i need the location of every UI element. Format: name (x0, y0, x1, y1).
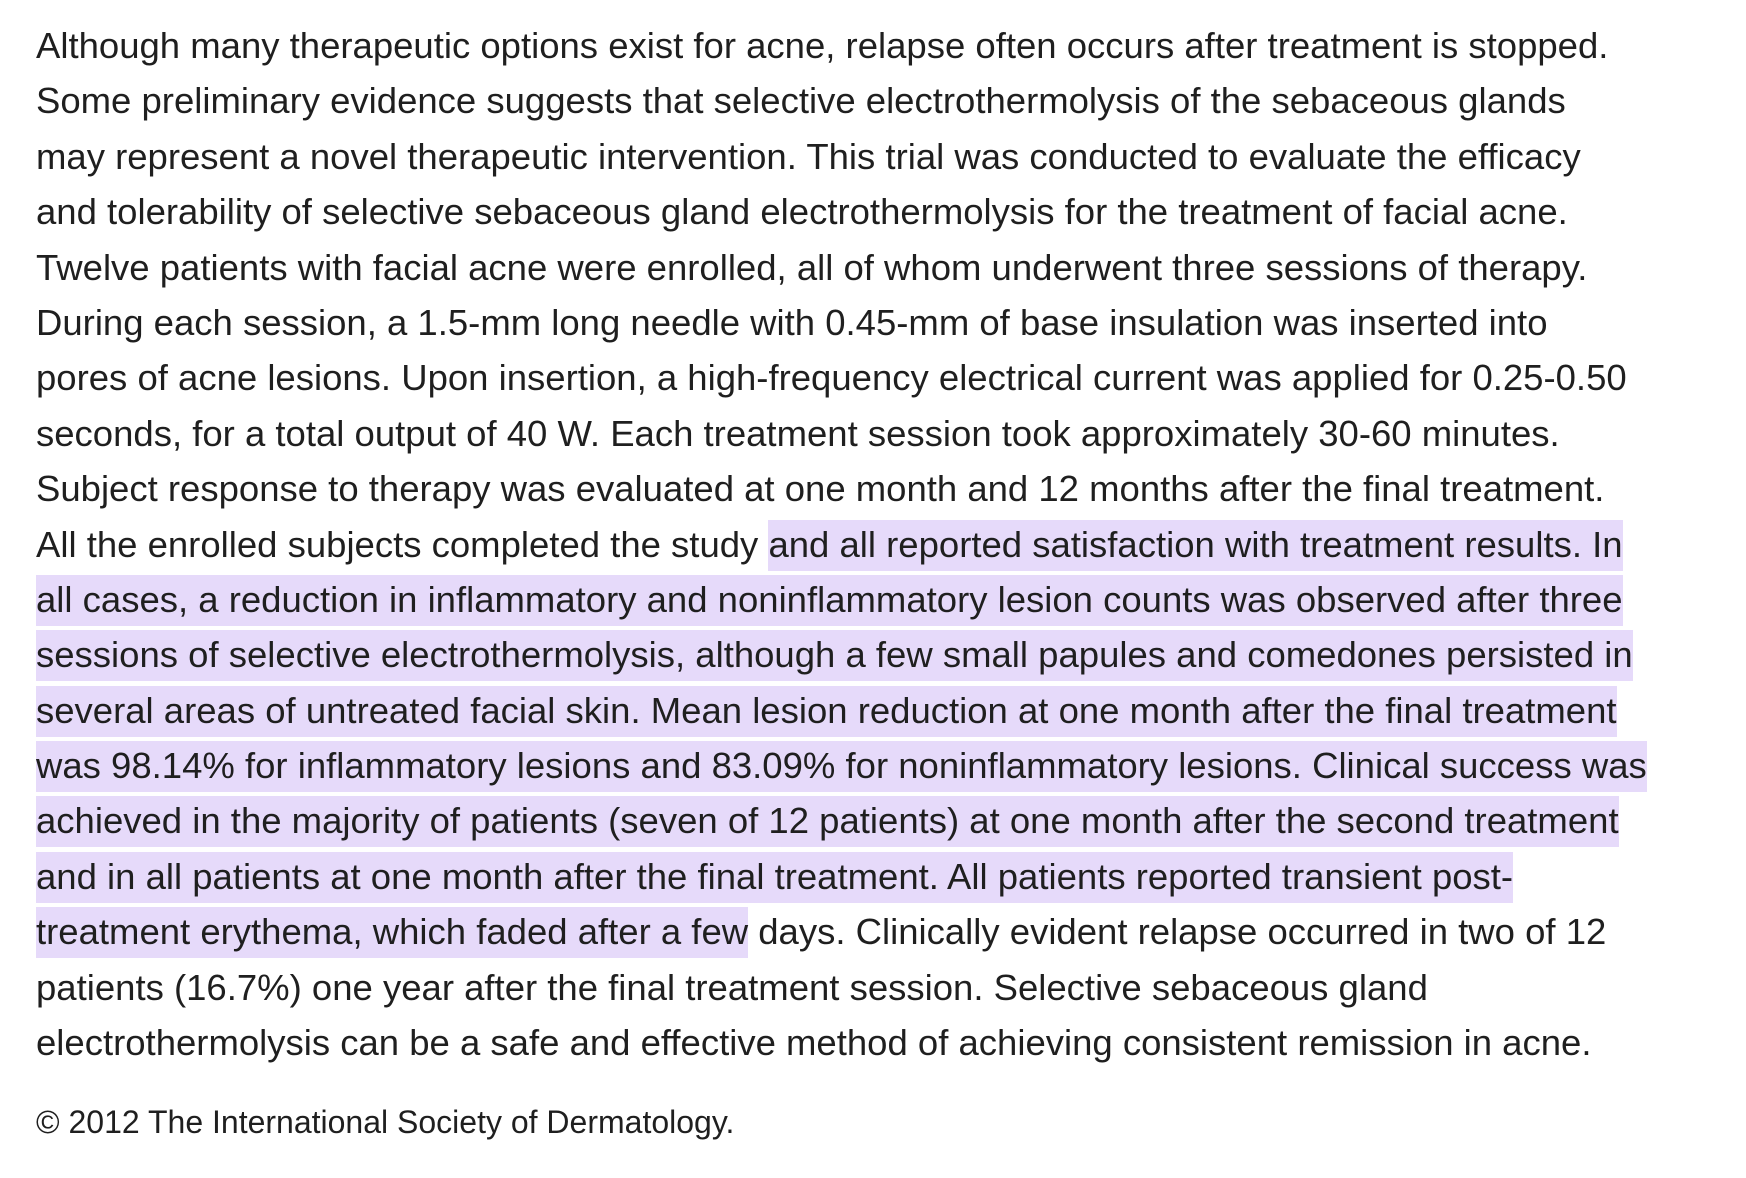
abstract-line (36, 793, 1736, 848)
abstract-line (36, 849, 1736, 904)
highlighted-text[interactable]: was 98.14% for inflammatory lesions and 83.09% for noninflammatory lesions. Clinical success was (36, 741, 1647, 792)
abstract-line (36, 572, 1736, 627)
abstract-line (36, 517, 1736, 572)
text-span: Twelve patients with facial acne were enrolled, all of whom underwent three sessions of therapy. (36, 246, 1588, 288)
highlighted-text[interactable]: treatment erythema, which faded after a few (36, 907, 748, 958)
abstract-line (36, 461, 1736, 516)
copyright-notice: © 2012 The International Society of Dermatology. (36, 1104, 735, 1140)
text-span: and tolerability of selective sebaceous gland electrothermolysis for the treatment of facial acne. (36, 191, 1568, 233)
abstract-line (36, 350, 1736, 405)
text-span: days. Clinically evident relapse occurred in two of 12 (748, 911, 1607, 953)
abstract-line (36, 627, 1736, 682)
abstract-line (36, 1015, 1736, 1070)
abstract-line (36, 240, 1736, 295)
highlighted-text[interactable]: sessions of selective electrothermolysis, although a few small papules and comedones persisted in (36, 630, 1633, 681)
text-span: Some preliminary evidence suggests that selective electrothermolysis of the sebaceous glands (36, 80, 1566, 122)
text-span: Subject response to therapy was evaluated at one month and 12 months after the final treatment. (36, 468, 1605, 510)
abstract-line (36, 683, 1736, 738)
abstract-line (36, 184, 1736, 239)
abstract-line (36, 129, 1736, 184)
highlighted-text[interactable]: achieved in the majority of patients (seven of 12 patients) at one month after the second treatment (36, 796, 1619, 847)
highlighted-text[interactable]: and all reported satisfaction with treatment results. In (768, 520, 1622, 571)
highlighted-text[interactable]: all cases, a reduction in inflammatory and noninflammatory lesion counts was observed after three (36, 575, 1623, 626)
highlighted-text[interactable]: and in all patients at one month after the final treatment. All patients reported transient post- (36, 852, 1513, 903)
text-span: Although many therapeutic options exist for acne, relapse often occurs after treatment is stopped. (36, 25, 1609, 66)
abstract-line (36, 18, 1736, 73)
abstract-line (36, 904, 1736, 959)
abstract-line (36, 73, 1736, 128)
text-span: may represent a novel therapeutic intervention. This trial was conducted to evaluate the efficacy (36, 135, 1581, 177)
abstract-line (36, 738, 1736, 793)
text-span: All the enrolled subjects completed the study (36, 523, 769, 565)
text-span: electrothermolysis can be a safe and effective method of achieving consistent remission in acne. (36, 1022, 1592, 1064)
text-span: patients (16.7%) one year after the final treatment session. Selective sebaceous gland (36, 966, 1428, 1008)
abstract-line (36, 960, 1736, 1015)
abstract-line (36, 406, 1736, 461)
abstract-paragraph (36, 18, 1736, 1070)
abstract-line (36, 295, 1736, 350)
text-span: seconds, for a total output of 40 W. Each treatment session took approximately 30-60 minutes. (36, 412, 1560, 454)
text-span: During each session, a 1.5-mm long needle with 0.45-mm of base insulation was inserted into (36, 301, 1548, 343)
highlighted-text[interactable]: several areas of untreated facial skin. Mean lesion reduction at one month after the final treatment (36, 686, 1617, 737)
text-span: pores of acne lesions. Upon insertion, a high-frequency electrical current was applied for 0.25-0.50 (36, 357, 1627, 399)
